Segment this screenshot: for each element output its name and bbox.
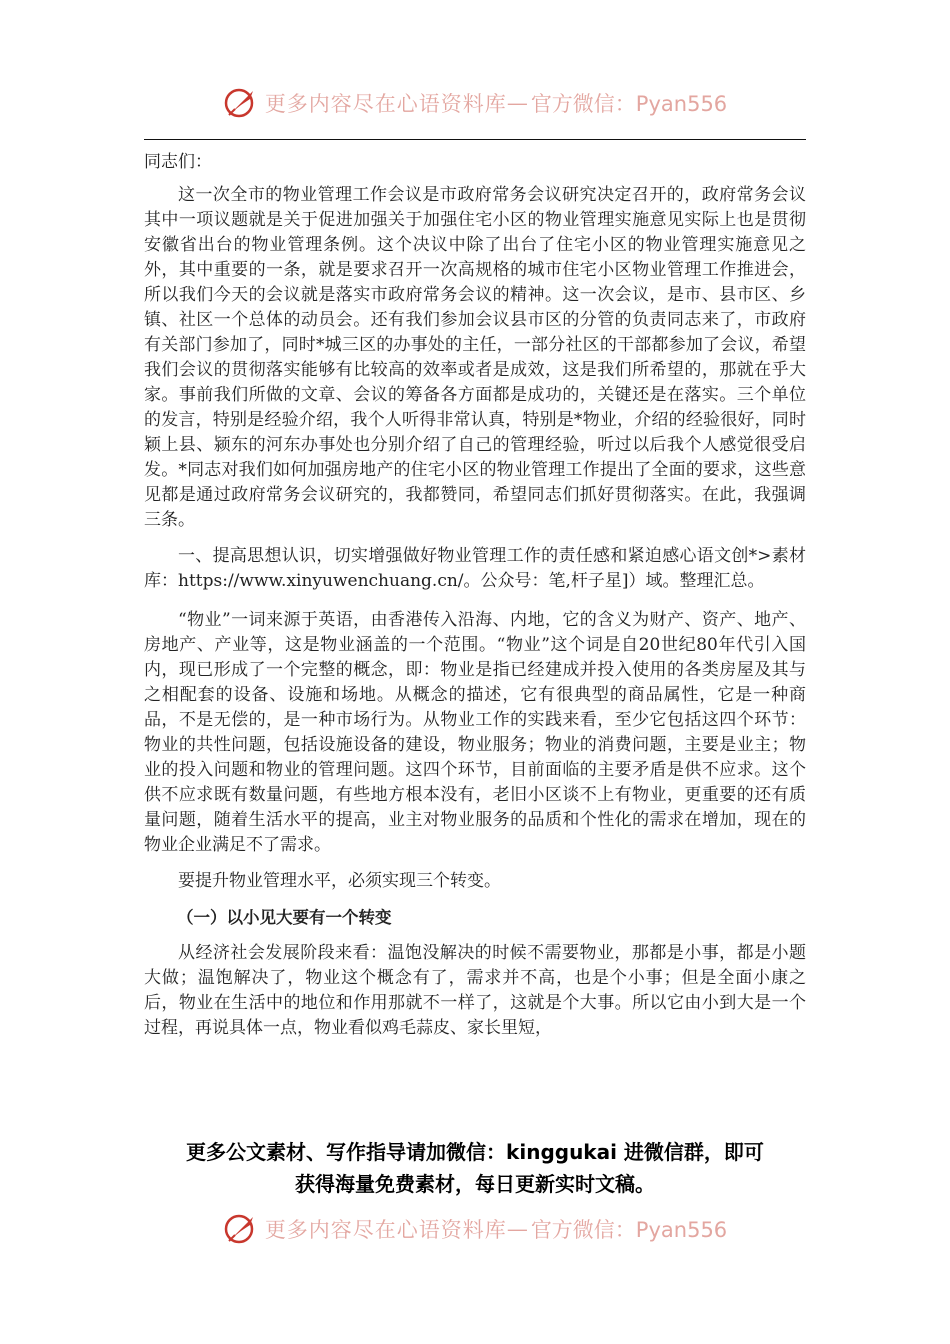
quill-pen-logo-icon	[223, 85, 259, 121]
document-body	[144, 150, 806, 1052]
subsection-heading-1: （一）以小见大要有一个转变	[177, 908, 392, 927]
header-brand-text: 更多内容尽在心语资料库	[264, 92, 507, 116]
paragraph-3: 要提升物业管理水平，必须实现三个转变。	[178, 871, 501, 891]
header-divider	[144, 139, 806, 140]
paragraph-1: 这一次全市的物业管理工作会议是市政府常务会议研究决定召开的，政府常务会议其中一项议题就是关于促进加强关于加强住宅小区的物业管理实施意见实际上也是贯彻安徽省出台的物业管理条例。这个决议中除了出台了住宅小区的物业管理实施意见之外，其中重要的一条，就是要求召开一次高规格的城市住宅小区物业管理工作推进会，所以我们今天的会议就是落实市政府常务会议的精神。这一次会议，是市、县市区、乡镇、社区一个总体的动员会。还有我们参加会议县市区的分管的负责同志来了，市政府有关部门参加了，同时*城三区的办事处的主任，一部分社区的干部都参加了会议，希望我们会议的贯彻落实能够有比较高的效率或者是成效，这是我们所希望的，那就在乎大家。事前我们所做的文章、会议的筹备各方面都是成功的，关键还是在落实。三个单位的发言，特别是经验介绍，我个人听得非常认真，特别是*物业，介绍的经验很好，同时颖上县、颍东的河东办事处也分别介绍了自己的管理经验，听过以后我个人感觉很受启发。*同志对我们如何加强房地产的住宅小区的物业管理工作提出了全面的要求，这些意见都是通过政府常务会议研究的，我都赞同，希望同志们抓好贯彻落实。在此，我强调三条。	[144, 185, 806, 530]
paragraph-2: “物业”一词来源于英语，由香港传入沿海、内地，它的含义为财产、资产、地产、房地产、产业等，这是物业涵盖的一个范围。“物业”这个词是自20世纪80年代引入国内，现已形成了一个完整的概念，即：物业是指已经建成并投入使用的各类房屋及其与之相配套的设备、设施和场地。从概念的描述，它有很典型的商品属性，它是一种商品，不是无偿的，是一种市场行为。从物业工作的实践来看，至少它包括这四个环节：物业的共性问题，包括设施设备的建设，物业服务；物业的消费问题，主要是业主；物业的投入问题和物业的管理问题。这四个环节，目前面临的主要矛盾是供不应求。这个供不应求既有数量问题，有些地方根本没有，老旧小区谈不上有物业，更重要的还有质量问题，随着生活水平的提高，业主对物业服务的品质和个性化的需求在增加，现在的物业企业满足不了需求。	[144, 610, 806, 855]
header-banner	[0, 78, 950, 128]
footer-wechat-text: 官方微信：Pyan556	[530, 1218, 728, 1242]
footer-dash: —	[506, 1217, 529, 1241]
promo-notice	[100, 1136, 850, 1200]
promo-line-2: 获得海量免费素材，每日更新实时文稿。	[295, 1172, 655, 1196]
header-dash: —	[506, 91, 529, 115]
paragraph-4: 从经济社会发展阶段来看：温饱没解决的时候不需要物业，那都是小事，都是小题大做；温饱解决了，物业这个概念有了，需求并不高，也是个小事；但是全面小康之后，物业在生活中的地位和作用那就不一样了，这就是个大事。所以它由小到大是一个过程，再说具体一点，物业看似鸡毛蒜皮、家长里短，	[144, 943, 806, 1038]
footer-banner	[0, 1204, 950, 1254]
footer-brand-text: 更多内容尽在心语资料库	[264, 1218, 507, 1242]
promo-line-1: 更多公文素材、写作指导请加微信：kinggukai 进微信群，即可	[186, 1140, 764, 1164]
header-wechat-text: 官方微信：Pyan556	[530, 92, 728, 116]
section-heading-1: 一、提高思想认识，切实增强做好物业管理工作的责任感和紧迫感心语文创*>素材库：https://www.xinyuwenchuang.cn/。公众号：笔,杆子星]）域。整理汇总。	[144, 546, 806, 591]
greeting: 同志们：	[144, 152, 212, 172]
quill-pen-logo-icon	[223, 1211, 259, 1247]
